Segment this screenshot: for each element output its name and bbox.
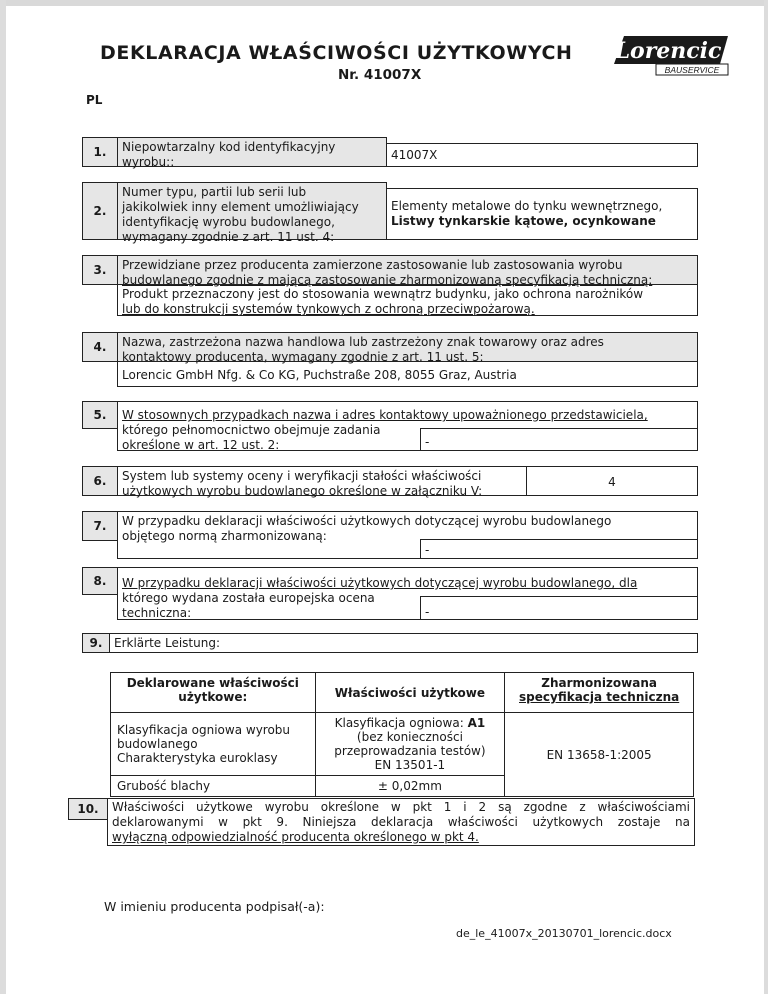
section-7-label: W przypadku deklaracji właściwości użytkowych dotyczącej wyrobu budowlanego objętego normą zharmonizowaną: bbox=[117, 511, 698, 559]
section-7-number: 7. bbox=[82, 511, 118, 541]
section-8-number: 8. bbox=[82, 567, 118, 595]
header-declared-properties: Deklarowane właściwości użytkowe: bbox=[111, 673, 316, 713]
section-2-number: 2. bbox=[82, 182, 118, 240]
table-row bbox=[111, 713, 694, 776]
language-code: PL bbox=[86, 93, 103, 107]
section-3-label: Przewidziane przez producenta zamierzone zastosowanie lub zastosowania wyrobu budowlanego zgodnie z mającą zastosowanie zharmonizowaną specyfikacją techniczną: bbox=[117, 255, 698, 285]
performance-header-row bbox=[111, 673, 694, 713]
header-harmonized-spec: Zharmonizowana specyfikacja techniczna bbox=[505, 673, 694, 713]
section-2-label: Numer typu, partii lub serii lub jakikolwiek inny element umożliwiający identyfikację wyrobu budowlanego, wymagany zgodnie z art. 11 ust. 4: bbox=[117, 182, 387, 240]
section-3-value: Produkt przeznaczony jest do stosowania wewnątrz budynku, jako ochrona narożników lub do konstrukcji systemów tynkowych z ochroną przeciwpożarową. bbox=[117, 284, 698, 316]
lorencic-logo bbox=[610, 30, 730, 76]
section-6-label: System lub systemy oceny i weryfikacji stałości właściwości użytkowych wyrobu budowlanego określone w załączniku V: bbox=[117, 466, 527, 496]
section-5-number: 5. bbox=[82, 401, 118, 429]
section-9-number: 9. bbox=[82, 633, 110, 653]
scan-edge-right bbox=[764, 0, 768, 994]
section-1-label: Niepowtarzalny kod identyfikacyjny wyrobu:: bbox=[117, 137, 387, 167]
section-4-value: Lorencic GmbH Nfg. & Co KG, Puchstraße 208, 8055 Graz, Austria bbox=[117, 361, 698, 387]
section-8-label: W przypadku deklaracji właściwości użytkowych dotyczącej wyrobu budowlanego, dla którego wydana została europejska ocena techniczna: bbox=[117, 567, 698, 620]
section-1-number: 1. bbox=[82, 137, 118, 167]
section-8-value: - bbox=[420, 596, 698, 620]
section-4-label: Nazwa, zastrzeżona nazwa handlowa lub zastrzeżony znak towarowy oraz adres kontaktowy producenta, wymagany zgodnie z art. 11 ust. 5: bbox=[117, 332, 698, 362]
scan-edge-top bbox=[0, 0, 768, 6]
header-performance: Właściwości użytkowe bbox=[315, 673, 505, 713]
section-3-number: 3. bbox=[82, 255, 118, 285]
section-9-label: Erklärte Leistung: bbox=[109, 633, 698, 653]
section-5-value: - bbox=[420, 428, 698, 451]
fire-classification-property: Klasyfikacja ogniowa wyrobu budowlanego Charakterystyka euroklasy bbox=[111, 713, 316, 776]
sheet-thickness-value: ± 0,02mm bbox=[315, 776, 505, 797]
document-title: DEKLARACJA WŁAŚCIWOŚCI UŻYTKOWYCH bbox=[100, 42, 573, 64]
file-name: de_le_41007x_20130701_lorencic.docx bbox=[456, 927, 672, 940]
section-4-number: 4. bbox=[82, 332, 118, 362]
section-6-value: 4 bbox=[526, 466, 698, 496]
section-6-number: 6. bbox=[82, 466, 118, 496]
section-7-value: - bbox=[420, 539, 698, 559]
harmonized-spec-value: EN 13658-1:2005 bbox=[505, 713, 694, 797]
signature-label: W imieniu producenta podpisał(-a): bbox=[104, 899, 325, 914]
sheet-thickness-property: Grubość blachy bbox=[111, 776, 316, 797]
section-1-value: 41007X bbox=[386, 143, 698, 167]
scan-edge-left bbox=[0, 0, 6, 994]
logo-name: Lorencic bbox=[614, 38, 722, 64]
performance-table bbox=[110, 672, 694, 797]
section-10-number: 10. bbox=[68, 798, 108, 820]
logo-sub: BAUSERVICE bbox=[664, 65, 720, 75]
section-10-statement: Właściwości użytkowe wyrobu określone w pkt 1 i 2 są zgodne z właściwościami deklarowanymi w pkt 9. Niniejsza deklaracja właściwości użytkowych zostaje na wyłączną odpowiedzialność producenta określonego w pkt 4. bbox=[107, 798, 695, 846]
section-2-value: Elementy metalowe do tynku wewnętrznego, Listwy tynkarskie kątowe, ocynkowane bbox=[386, 188, 698, 240]
document-number: Nr. 41007X bbox=[338, 67, 422, 83]
fire-classification-value: Klasyfikacja ogniowa: A1 (bez konieczności przeprowadzania testów) EN 13501-1 bbox=[315, 713, 505, 776]
section-5-label: W stosownych przypadkach nazwa i adres kontaktowy upoważnionego przedstawiciela, którego pełnomocnictwo obejmuje zadania określone w art. 12 ust. 2: bbox=[117, 401, 698, 451]
